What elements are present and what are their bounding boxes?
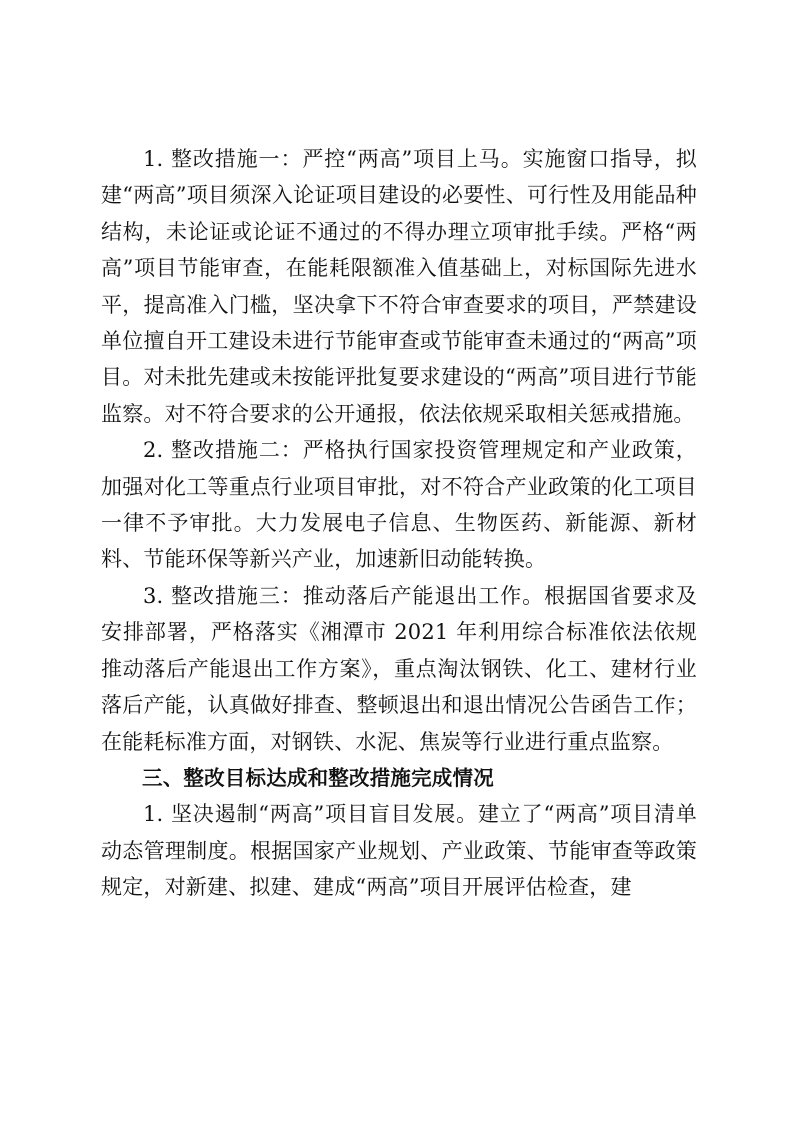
document-body <box>101 141 697 906</box>
paragraph-measure-3: 3. 整改措施三：推动落后产能退出工作。根据国省要求及安排部署，严格落实《湘潭市 2021 年利用综合标准依法依规推动落后产能退出工作方案》，重点淘汰钢铁、化工、建材行业落后产能，认真做好排查、整顿退出和退出情况公告函告工作；在能耗标准方面，对钢铁、水泥、焦炭等行业进行重点监察。 <box>101 583 697 754</box>
section-heading: 三、整改目标达成和整改措施完成情况 <box>142 765 494 790</box>
paragraph-measure-1: 1. 整改措施一：严控“两高”项目上马。实施窗口指导，拟建“两高”项目须深入论证项目建设的必要性、可行性及用能品种结构，未论证或论证不通过的不得办理立项审批手续。严格“两高”项目节能审查，在能耗限额准入值基础上，对标国际先进水平，提高准入门槛，坚决拿下不符合审查要求的项目，严禁建设单位擅自开工建设未进行节能审查或节能审查未通过的“两高”项目。对未批先建或未按能评批复要求建设的“两高”项目进行节能监察。对不符合要求的公开通报，依法依规采取相关惩戒措施。 <box>101 147 697 426</box>
paragraph-measure-2: 2. 整改措施二：严格执行国家投资管理规定和产业政策，加强对化工等重点行业项目审批，对不符合产业政策的化工项目一律不予审批。大力发展电子信息、生物医药、新能源、新材料、节能环保等新兴产业，加速新旧动能转换。 <box>101 438 697 572</box>
paragraph-result-1: 1. 坚决遏制“两高”项目盲目发展。建立了“两高”项目清单动态管理制度。根据国家产业规划、产业政策、节能审查等政策规定，对新建、拟建、建成“两高”项目开展评估检查，建 <box>101 802 697 900</box>
